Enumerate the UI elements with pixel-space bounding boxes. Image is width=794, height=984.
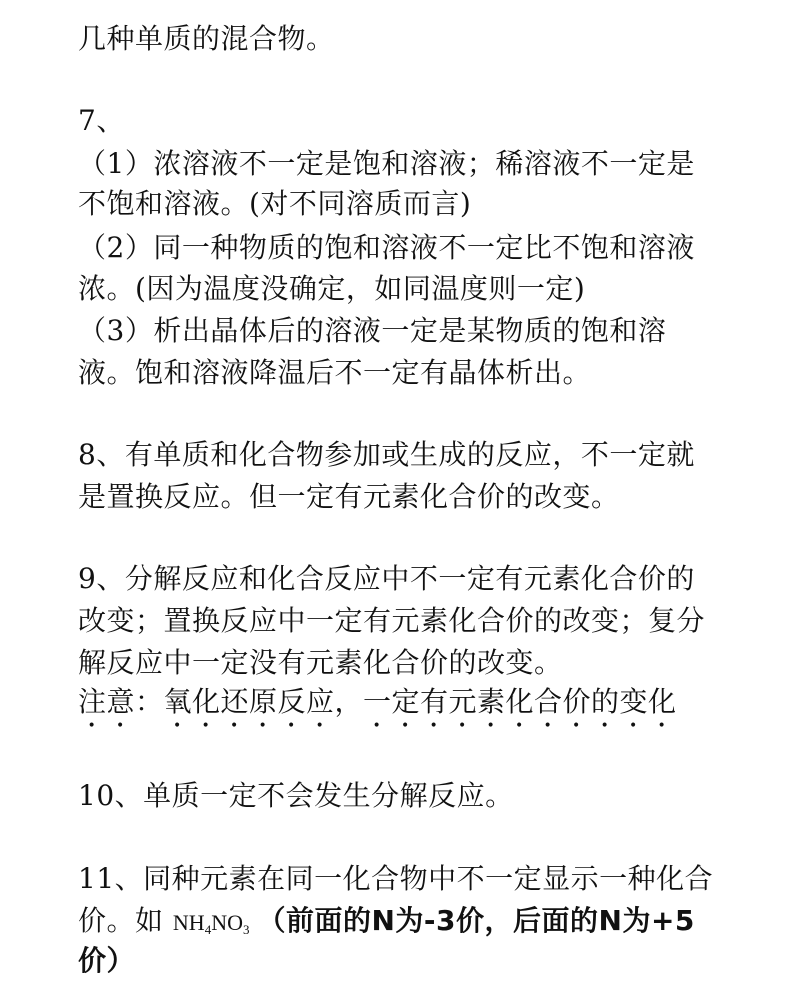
item-11-line-1: 11、同种元素在同一化合物中不一定显示一种化合: [78, 862, 714, 895]
text-line-1: 几种单质的混合物。: [78, 22, 335, 55]
formula-nh: NH: [172, 910, 205, 935]
item-7-1-line-2: 不饱和溶液。(对不同溶质而言): [78, 187, 472, 220]
formula-no: NO: [211, 910, 243, 935]
item-7-2-line-2: 浓。(因为温度没确定，如同温度则一定): [78, 272, 586, 305]
item-11-line-3-bold: 价）: [78, 944, 136, 977]
formula-sub-3: 3: [242, 922, 250, 937]
item-11-line-2-start: 价。如: [78, 904, 173, 937]
item-7-3-line-2: 液。饱和溶液降温后不一定有晶体析出。: [78, 356, 592, 389]
item-7-2-line-1: （2）同一种物质的饱和溶液不一定比不饱和溶液: [78, 231, 695, 264]
item-7-1-line-1: （1）浓溶液不一定是饱和溶液；稀溶液不一定是: [78, 147, 695, 180]
formula-sub-4: 4: [204, 922, 212, 937]
item-8-line-1: 8、有单质和化合物参加或生成的反应，不一定就: [78, 438, 695, 471]
chemical-formula-nh4no3: [173, 910, 250, 935]
item-10-line: 10、单质一定不会发生分解反应。: [78, 779, 514, 812]
item-7-3-line-1: （3）析出晶体后的溶液一定是某物质的饱和溶: [78, 314, 667, 347]
item-9-line-3: 解反应中一定没有元素化合价的改变。: [78, 646, 563, 679]
item-9-line-2: 改变；置换反应中一定有元素化合价的改变；复分: [78, 604, 706, 637]
item-7-heading: 7、: [78, 104, 125, 137]
note-emphasized-line: 注意：氧化还原反应，一定有元素化合价的变化: [78, 685, 677, 718]
item-8-line-2: 是置换反应。但一定有元素化合价的改变。: [78, 480, 620, 513]
item-11-bold-note: （前面的N为-3价，后面的N为+5: [257, 904, 695, 937]
item-11-line-2: [78, 900, 695, 951]
item-9-line-1: 9、分解反应和化合反应中不一定有元素化合价的: [78, 562, 695, 595]
